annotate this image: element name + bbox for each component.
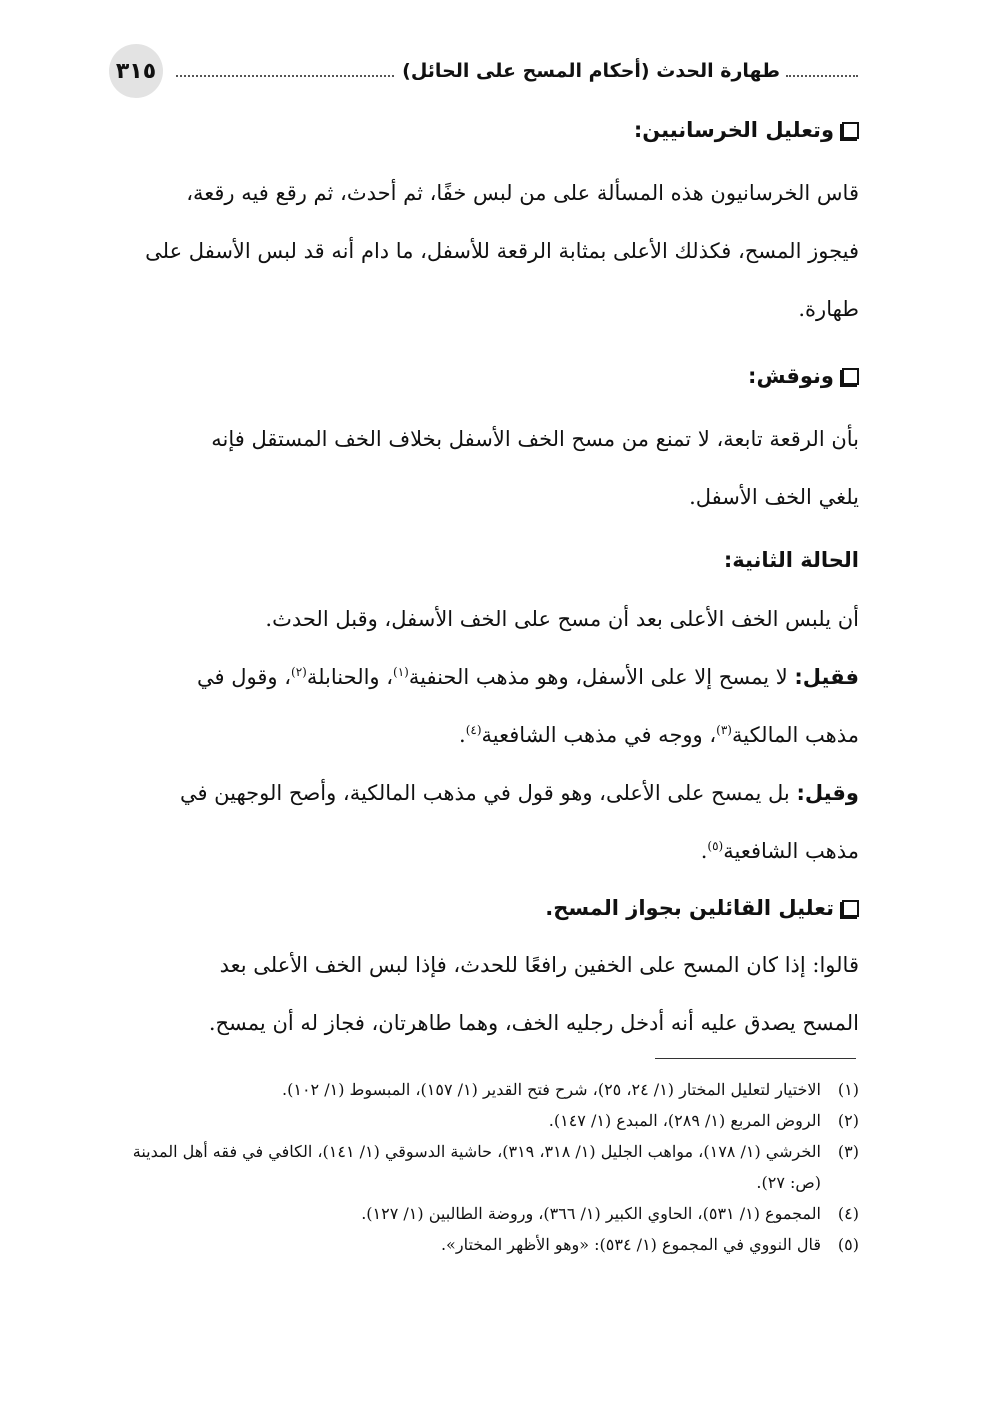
section-heading: تعليل القائلين بجواز المسح. [112,886,859,930]
paragraph: وقيل: بل يمسح على الأعلى، وهو قول في مذهب المالكية، وأصح الوجهين في مذهب الشافعية$^{(٥)}$. [179,781,859,863]
footnotes [112,1074,859,1260]
header-dots-left [176,75,394,77]
main-text [112,108,859,1052]
section-heading: ونوقش: [112,354,859,398]
running-header [176,54,858,88]
section-heading: وتعليل الخرسانيين: [112,108,859,152]
paragraph: قاس الخرسانيون هذه المسألة على من لبس خفًا، ثم أحدث، ثم رقع فيه رقعة، فيجوز المسح، فكذلك الأعلى بمثابة الرقعة للأسفل، ما دام أنه قد لبس الأسفل على طهارة. [145,181,859,321]
paragraph: أن يلبس الخف الأعلى بعد أن مسح على الخف الأسفل، وقبل الحدث. [265,607,859,631]
footnote-ref[interactable]: (٥) [707,839,724,853]
footnote-ref[interactable]: (١) [393,665,409,679]
checkbox-square-icon [842,122,859,139]
footnote-separator [655,1058,856,1059]
checkbox-square-icon [842,900,859,917]
footnote-item: (٥) قال النووي في المجموع (١/ ٥٣٤): «وهو الأظهر المختار». [440,1235,859,1254]
footnote-item: (١) الاختيار لتعليل المختار (١/ ٢٤، ٢٥)، شرح فتح القدير (١/ ١٥٧)، المبسوط (١/ ١٠٢). [282,1080,859,1099]
paragraph: قالوا: إذا كان المسح على الخفين رافعًا للحدث، فإذا لبس الخف الأعلى بعد المسح يصدق عليه أنه أدخل رجليه الخف، وهما طاهرتان، فجاز له أن يمسح. [208,953,859,1035]
footnote-ref[interactable]: (٣) [716,723,732,737]
section-heading: الحالة الثانية: [723,548,859,572]
footnote-ref[interactable]: (٤) [465,723,482,737]
page-number: ٣١٥ [109,44,163,98]
paragraph: فقيل: لا يمسح إلا على الأسفل، وهو مذهب الحنفية$^{(١)}$، والحنابلة$^{(٢)}$، وقول في مذهب المالكية$^{(٣)}$، ووجه في مذهب الشافعية$^{(٤)}$. [197,665,859,747]
footnote-item: (٤) المجموع (١/ ٥٣١)، الحاوي الكبير (١/ ٣٦٦)، وروضة الطالبين (١/ ١٢٧). [361,1204,859,1223]
footnote-item: (٢) الروض المربع (١/ ٢٨٩)، المبدع (١/ ١٤٧). [548,1111,859,1130]
footnote-item: (٣) الخرشي (١/ ١٧٨)، مواهب الجليل (١/ ٣١٨، ٣١٩)، حاشية الدسوقي (١/ ١٤١)، الكافي في فقه أهل المدينة (ص: ٢٧). [132,1142,859,1192]
header-dots-right [786,75,858,77]
paragraph: بأن الرقعة تابعة، لا تمنع من مسح الخف الأسفل بخلاف الخف المستقل فإنه يلغي الخف الأسفل. [211,427,859,509]
footnote-ref[interactable]: (٢) [291,665,307,679]
checkbox-square-icon [842,368,859,385]
running-title: طهارة الحدث (أحكام المسح على الحائل) [402,60,780,82]
